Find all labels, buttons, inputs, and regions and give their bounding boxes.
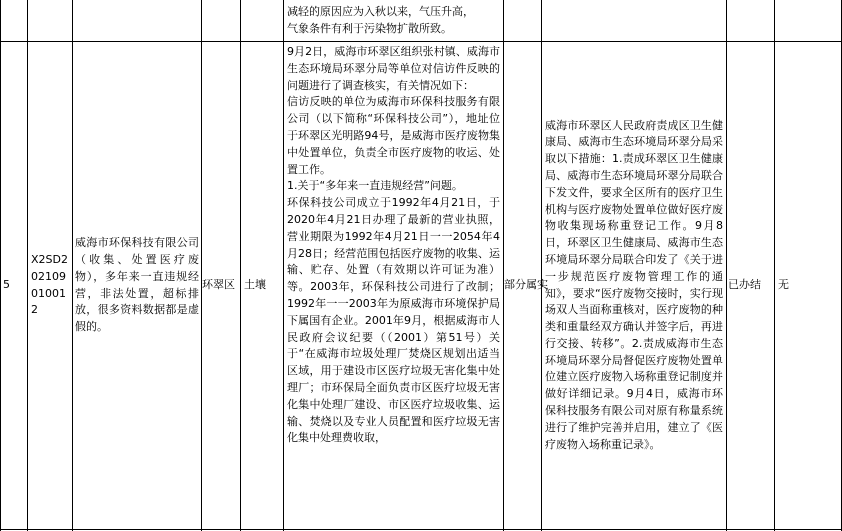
col-divider [774, 0, 775, 531]
col-divider [240, 0, 241, 531]
investigation-paragraph: 信访反映的单位为威海市环保科技服务有限公司（以下简称“环保科技公司”），地址位于环翠区光明路94号，是威海市医疗废物集中处置单位，负责全市医疗废物的收运、处置工作。 [287, 95, 500, 176]
verdict-cell [504, 42, 548, 529]
accountability: 无 [778, 278, 789, 292]
investigation-paragraph: 9月2日，威海市环翠区组织张村镇、威海市生态环境局环翠分局等单位对信访件反映的问题进行了调查核实，有关情况如下： [287, 45, 500, 92]
investigation-paragraph: 1.关于“多年来一直违规经营”问题。 [287, 179, 463, 193]
col-divider [0, 0, 1, 531]
investigation-paragraph: 环保科技公司成立于1992年4月21日，于2020年4月21日办理了最新的营业执照，营业期限为1992年4月21日一一2054年4月28日；经营范围包括医疗废物的收集、运输、贮存、处置（有效期以许可证为准）等。2003年，环保科技公司进行了改制；1992年一一2003年为原威海市环境保护局下属国有企业。2001年9月，根据威海市人民政府会议纪要（（2001）第51号）关于“在威海市垃圾处理厂焚烧区规划出适当区域，用于建设市区医疗垃圾无害化集中处理厂；市环保局全面负责市区医疗垃圾无害化集中处理厂建设、市区医疗垃圾收集、运输、焚烧以及专业人员配置和医疗垃圾无害化集中处理费收取， [287, 196, 500, 445]
col-divider [27, 0, 28, 531]
col-divider [72, 0, 73, 531]
text-line: 减轻的原因应为入秋以来，气压升高， [287, 5, 474, 18]
text-line: 气象条件有利于污染物扩散所致。 [287, 21, 452, 35]
row-number: 5 [3, 278, 10, 292]
case-id-cell [31, 42, 71, 529]
case-id: X2SD202109010012 [31, 252, 68, 317]
row-number-cell [3, 42, 25, 529]
pollution-type-cell [244, 42, 282, 529]
status-cell [728, 42, 773, 529]
investigation-cell [287, 44, 500, 529]
col-divider [726, 0, 727, 531]
verdict: 部分属实 [504, 278, 548, 292]
measures-text: 威海市环翠区人民政府责成区卫生健康局、威海市生态环境局环翠分局采取以下措施：1.责成环翠区卫生健康局、威海市生态环境局环翠分局联合下发文件，要求全区所有的医疗卫生机构与医疗废物处置单位做好医疗废物收集现场称重登记工作。9月8日，环翠区卫生健康局、威海市生态环境局环翠分局联合印发了《关于进一步规范医疗废物管理工作的通知》，要求“医疗废物交接时，实行现场双人当面称重核对，医疗废物的种类和重量经双方确认并签字后，再进行交接、转移”。2.责成威海市生态环境局环翠分局督促医疗废物处置单位建立医疗废物入场称重登记制度并做好详细记录。9月4日，威海市环保科技服务有限公司对原有称量系统进行了维护完善并启用，建立了《医疗废物入场称重记录》。 [545, 118, 723, 451]
complaint-cell [75, 42, 199, 529]
district-cell [202, 42, 240, 529]
table-bottom-border [0, 529, 842, 530]
complaint-text: 威海市环保科技有限公司（收集、处置医疗废物），多年来一直违规经营，非法处置，超标排放，很多资料数据都是虚假的。 [75, 236, 199, 334]
measures-cell [545, 42, 723, 529]
prev-row-investigation [287, 4, 501, 40]
district: 环翠区 [202, 278, 235, 292]
col-divider [283, 0, 284, 531]
accountability-cell [778, 42, 838, 529]
status: 已办结 [728, 278, 761, 292]
pollution-type: 土壤 [244, 278, 266, 292]
col-divider [541, 0, 542, 531]
